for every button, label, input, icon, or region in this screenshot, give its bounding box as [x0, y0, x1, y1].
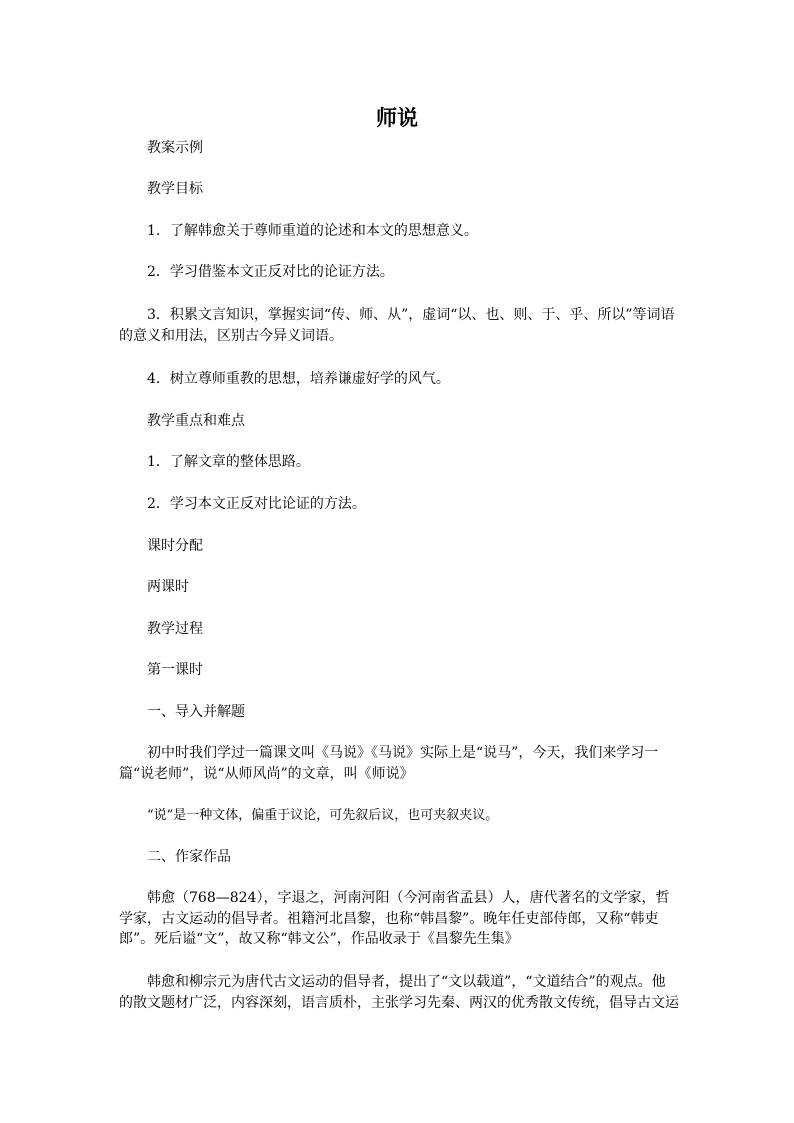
- paragraph-two-hours: 两课时: [147, 579, 189, 595]
- paragraph-genre-note: “说”是一种文体，偏重于议论，可先叙后议，也可夹叙夹议。: [147, 808, 499, 823]
- paragraph-intro: 初中时我们学过一篇课文叫《马说》《马说》实际上是“说马”，今天，我们来学习一篇“说老师”，说“从师风尚”的文章，叫《师说》: [119, 745, 659, 782]
- paragraph-key-1: 1．了解文章的整体思路。: [147, 454, 310, 470]
- paragraph-lesson-example: 教案示例: [147, 140, 203, 156]
- paragraph-section-1-heading: 一、导入并解题: [147, 704, 245, 720]
- paragraph-goal-2: 2．学习借鉴本文正反对比的论证方法。: [147, 264, 394, 280]
- paragraph-teaching-process: 教学过程: [147, 621, 203, 637]
- paragraph-key-points: 教学重点和难点: [147, 413, 245, 429]
- paragraph-section-2-heading: 二、作家作品: [147, 849, 231, 865]
- paragraph-key-2: 2．学习本文正反对比论证的方法。: [147, 496, 366, 512]
- paragraph-teaching-goals: 教学目标: [147, 181, 203, 197]
- paragraph-first-hour: 第一课时: [147, 662, 203, 678]
- paragraph-goal-3: 3．积累文言知识，掌握实词“传、师、从”，虚词“以、也、则、于、乎、所以”等词语的意义和用法，区别古今异义词语。: [119, 307, 675, 344]
- document-title: 师说: [376, 106, 418, 130]
- paragraph-author-style: 韩愈和柳宗元为唐代古文运动的倡导者，提出了“文以载道”，“文道结合”的观点。他的散文题材广泛，内容深刻，语言质朴，主张学习先秦、两汉的优秀散文传统，倡导古文运: [119, 974, 679, 1011]
- paragraph-author-bio: 韩愈（768—824），字退之，河南河阳（今河南省孟县）人，唐代著名的文学家，哲学家，古文运动的倡导者。祖籍河北昌黎，也称“韩昌黎”。晚年任吏部侍郎，又称“韩吏郎”。死后谥“文”，故又称“韩文公”，作品收录于《昌黎先生集》: [119, 890, 670, 947]
- paragraph-goal-4: 4．树立尊师重教的思想，培养谦虚好学的风气。: [147, 371, 450, 387]
- paragraph-class-hours: 课时分配: [147, 538, 203, 554]
- paragraph-goal-1: 1．了解韩愈关于尊师重道的论述和本文的思想意义。: [147, 223, 478, 239]
